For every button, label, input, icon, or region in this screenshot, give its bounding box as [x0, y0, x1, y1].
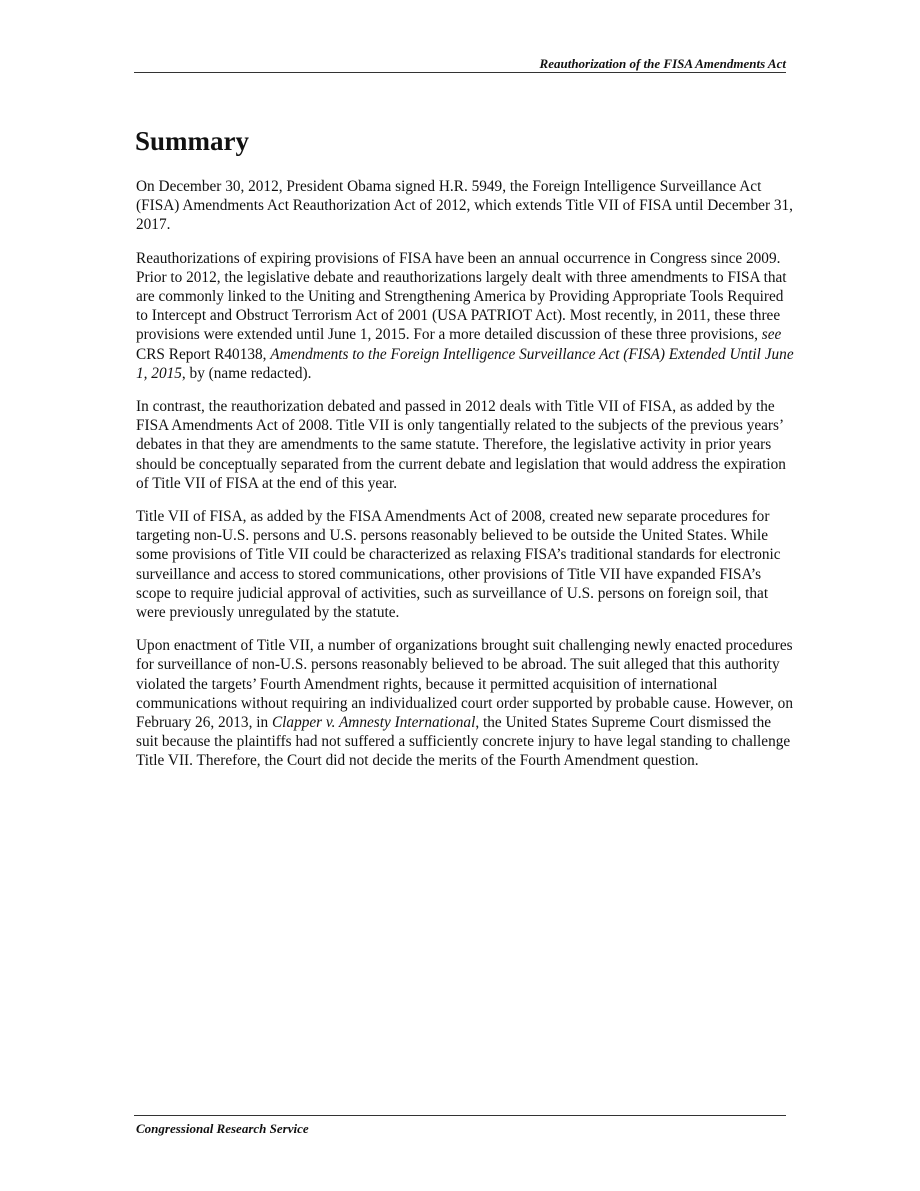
header-divider: [134, 72, 786, 73]
paragraph-2-text-b: CRS Report R40138,: [136, 345, 271, 363]
paragraph-1: On December 30, 2012, President Obama signed H.R. 5949, the Foreign Intelligence Surveillance Act (FISA) Amendments Act Reauthorization Act of 2012, which extends Title VII of FISA until December 31, 2017.: [136, 178, 793, 234]
page-title: Summary: [135, 126, 249, 156]
paragraph-5: [136, 636, 796, 770]
paragraph-4: Title VII of FISA, as added by the FISA Amendments Act of 2008, created new separate procedures for targeting non-U.S. persons and U.S. persons reasonably believed to be outside the United States. While some provisions of Title VII could be characterized as relaxing FISA’s traditional standards for electronic surveillance and access to stored communications, other provisions of Title VII have expanded FISA’s scope to require judicial approval of activities, such as surveillance of U.S. persons on foreign soil, that were previously unregulated by the statute.: [136, 508, 781, 622]
see-signal: see: [761, 326, 782, 344]
case-name: Clapper v. Amnesty International: [271, 714, 476, 732]
footer-divider: [134, 1115, 786, 1116]
paragraph-2: [136, 249, 796, 383]
running-header: Reauthorization of the FISA Amendments Act: [539, 56, 786, 71]
running-footer: Congressional Research Service: [136, 1121, 309, 1136]
paragraph-3: In contrast, the reauthorization debated and passed in 2012 deals with Title VII of FISA, as added by the FISA Amendments Act of 2008. Title VII is only tangentially related to the subjects of the previous years’ debates in that they are amendments to the same statute. Therefore, the legislative activity in prior years should be conceptually separated from the current debate and legislation that would address the expiration of Title VII of FISA at the end of this year.: [136, 398, 786, 492]
paragraph-2-text-c: , by (name redacted).: [181, 364, 312, 382]
summary-body: [136, 177, 796, 785]
paragraph-5-text-a: Upon enactment of Title VII, a number of organizations brought suit challenging newly enacted procedures for surveillance of non-U.S. persons reasonably believed to be abroad. The suit alleged that this authority violated the targets’ Fourth Amendment rights, because it permitted acquisition of international communications without requiring an individualized court order supported by probable cause. However, on February 26, 2013, in: [136, 637, 793, 732]
paragraph-5-text-b: , the United States Supreme Court dismissed the suit because the plaintiffs had not suffered a sufficiently concrete injury to have legal standing to challenge Title VII. Therefore, the Court did not decide the merits of the Fourth Amendment question.: [136, 714, 791, 770]
paragraph-2-text-a: Reauthorizations of expiring provisions of FISA have been an annual occurrence in Congress since 2009. Prior to 2012, the legislative debate and reauthorizations largely dealt with three amendments to FISA that are commonly linked to the Uniting and Strengthening America by Providing Appropriate Tools Required to Intercept and Obstruct Terrorism Act of 2001 (USA PATRIOT Act). Most recently, in 2011, these three provisions were extended until June 1, 2015. For a more detailed discussion of these three provisions,: [136, 249, 787, 344]
report-title: Amendments to the Foreign Intelligence Surveillance Act (FISA) Extended Until June 1, 2015: [136, 345, 794, 382]
